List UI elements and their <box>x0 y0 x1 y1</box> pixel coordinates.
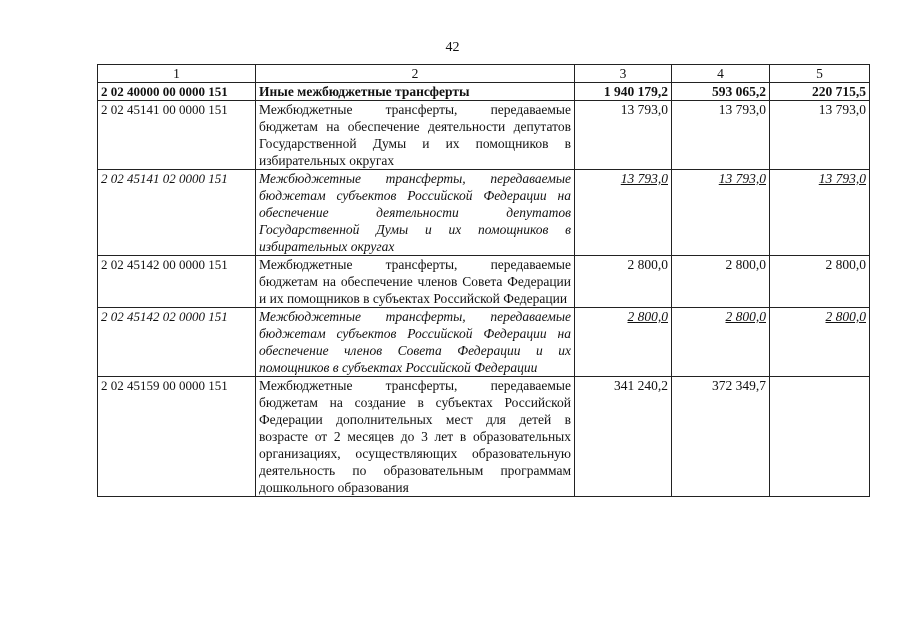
amount-col-4: 13 793,0 <box>672 170 770 256</box>
amount-col-4: 2 800,0 <box>672 256 770 308</box>
row-description: Межбюджетные трансферты, передаваемые бюджетам на обеспечение членов Совета Федерации и их помощников в субъектах Российской Федерации <box>256 256 575 308</box>
table-row <box>98 170 870 256</box>
amount-col-3: 2 800,0 <box>575 256 672 308</box>
table-row <box>98 308 870 377</box>
classification-code: 2 02 45142 00 0000 151 <box>98 256 256 308</box>
amount-col-3: 341 240,2 <box>575 377 672 497</box>
amount-col-3: 13 793,0 <box>575 101 672 170</box>
classification-code: 2 02 45141 00 0000 151 <box>98 101 256 170</box>
row-description: Межбюджетные трансферты, передаваемые бюджетам на обеспечение деятельности депутатов Государственной Думы и их помощников в избирательных округах <box>256 101 575 170</box>
page-number: 42 <box>445 40 460 55</box>
amount-col-5 <box>770 377 870 497</box>
amount-col-3: 2 800,0 <box>575 308 672 377</box>
row-description: Межбюджетные трансферты, передаваемые бюджетам на создание в субъектах Российской Федерации дополнительных мест для детей в возрасте от 2 месяцев до 3 лет в образовательных организациях, осуществляющих образовательную деятельность по образовательным программам дошкольного образования <box>256 377 575 497</box>
amount-col-5: 13 793,0 <box>770 101 870 170</box>
amount-col-5: 220 715,5 <box>770 83 870 101</box>
column-header-5: 5 <box>770 65 870 83</box>
classification-code: 2 02 45141 02 0000 151 <box>98 170 256 256</box>
amount-col-5: 2 800,0 <box>770 256 870 308</box>
amount-col-5: 13 793,0 <box>770 170 870 256</box>
amount-col-3: 13 793,0 <box>575 170 672 256</box>
row-description: Межбюджетные трансферты, передаваемые бюджетам субъектов Российской Федерации на обеспечение членов Совета Федерации и их помощников в субъектах Российской Федерации <box>256 308 575 377</box>
classification-code: 2 02 45142 02 0000 151 <box>98 308 256 377</box>
table-row <box>98 101 870 170</box>
column-header-1: 1 <box>98 65 256 83</box>
table-row <box>98 377 870 497</box>
row-description: Иные межбюджетные трансферты <box>256 83 575 101</box>
amount-col-4: 372 349,7 <box>672 377 770 497</box>
row-description: Межбюджетные трансферты, передаваемые бюджетам субъектов Российской Федерации на обеспечение деятельности депутатов Государственной Думы и их помощников в избирательных округах <box>256 170 575 256</box>
budget-table <box>97 64 870 497</box>
classification-code: 2 02 40000 00 0000 151 <box>98 83 256 101</box>
table-row <box>98 256 870 308</box>
amount-col-4: 593 065,2 <box>672 83 770 101</box>
table-header-row <box>98 65 870 83</box>
classification-code: 2 02 45159 00 0000 151 <box>98 377 256 497</box>
column-header-3: 3 <box>575 65 672 83</box>
amount-col-4: 13 793,0 <box>672 101 770 170</box>
table-row <box>98 83 870 101</box>
amount-col-4: 2 800,0 <box>672 308 770 377</box>
amount-col-3: 1 940 179,2 <box>575 83 672 101</box>
column-header-4: 4 <box>672 65 770 83</box>
column-header-2: 2 <box>256 65 575 83</box>
amount-col-5: 2 800,0 <box>770 308 870 377</box>
